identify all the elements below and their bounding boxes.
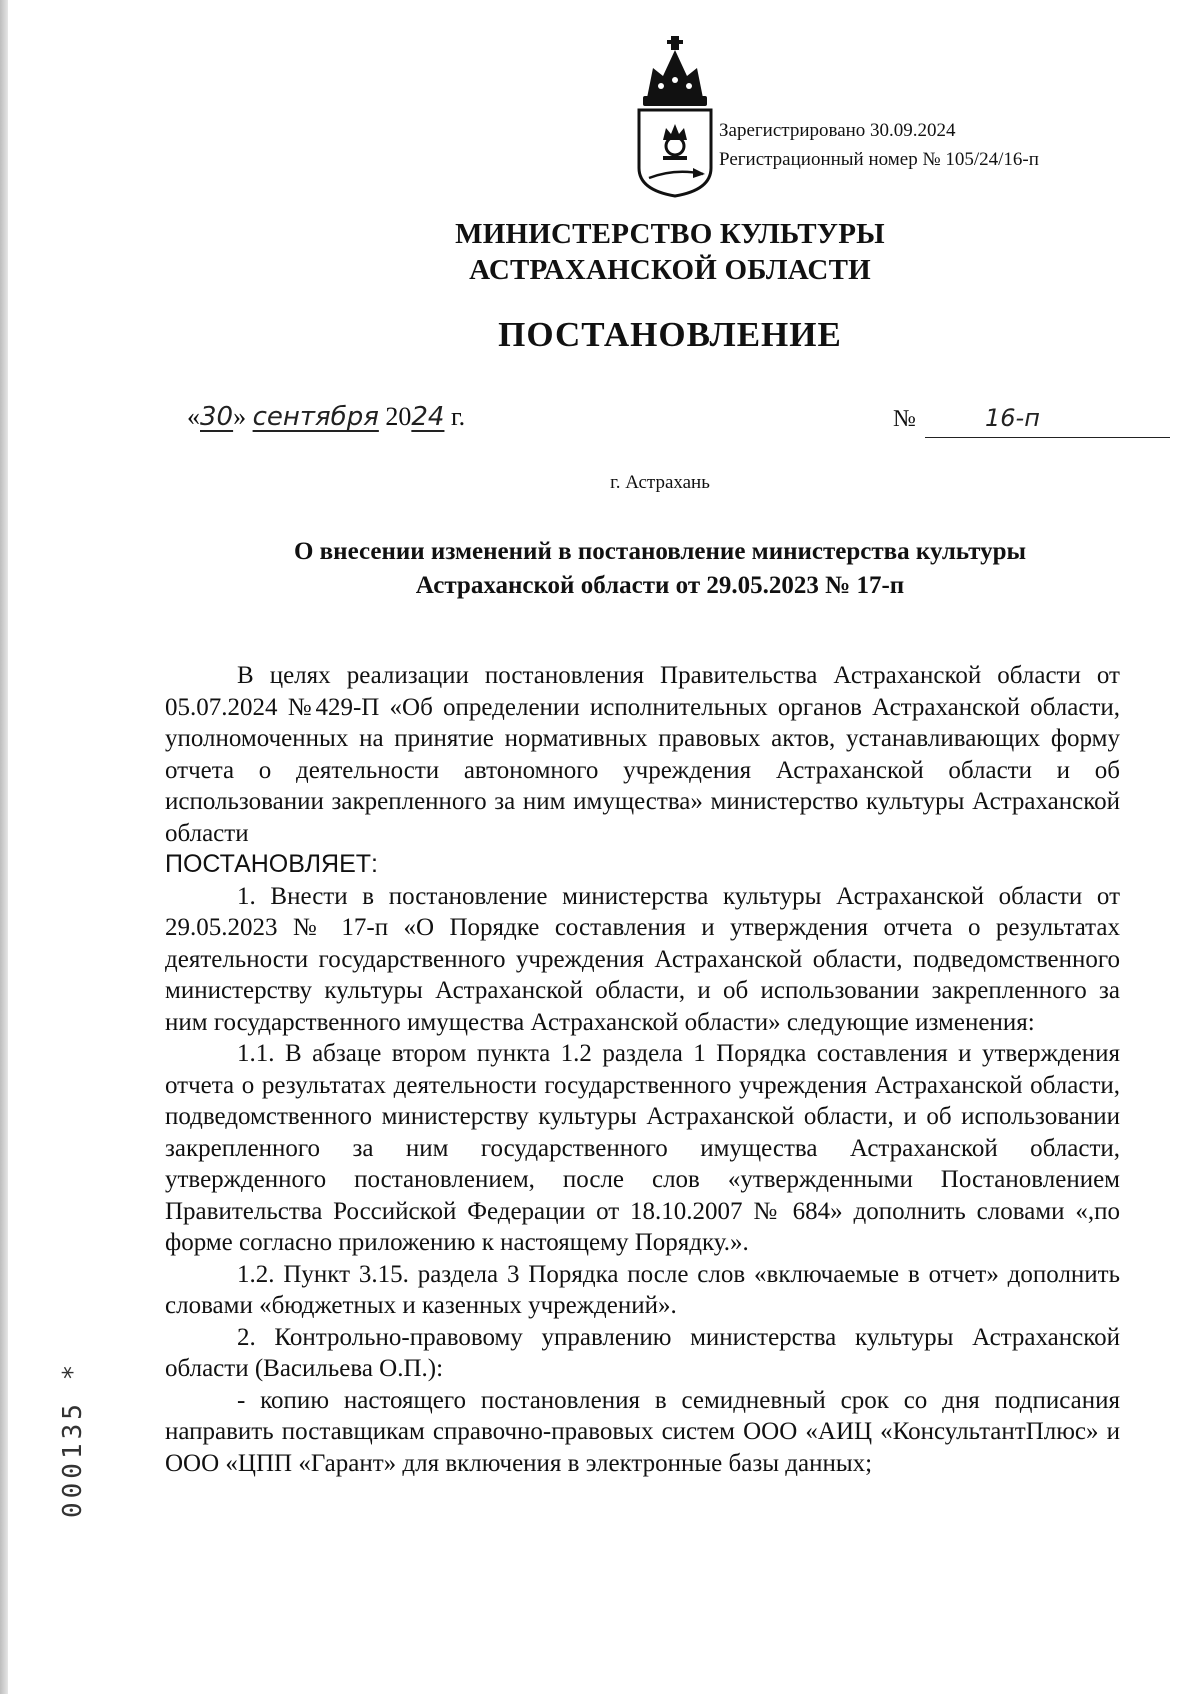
ministry-line-1: МИНИСТЕРСТВО КУЛЬТУРЫ [455,218,885,250]
registration-number: Регистрационный номер № 105/24/16-п [719,149,1039,170]
side-serial-text: 000135 * [58,1360,88,1518]
scan-edge [0,0,8,1694]
date-day: 30 [200,402,234,432]
ministry-line-2: АСТРАХАНСКОЙ ОБЛАСТИ [469,254,871,286]
date-year-suffix: 24 [411,402,445,432]
document-body [165,660,1120,1479]
paragraph-item-2-dash: - копию настоящего постановления в семидневный срок со дня подписания направить поставщикам справочно-правовых систем ООО «АИЦ «КонсультантПлюс» и ООО «ЦПП «Гарант» для включения в электронные базы данных; [165,1386,1120,1477]
registration-block [719,116,1039,174]
date-close-quote: » [233,402,247,431]
ministry-heading [330,216,1010,288]
side-serial-stamp [50,1330,90,1530]
paragraph-item-2: 2. Контрольно-правовому управлению министерства культуры Астраханской области (Васильева О.П.): [165,1323,1120,1382]
number-label: № [893,406,916,432]
date-year-prefix: 20 [385,402,412,431]
date-year-mark: г. [450,402,466,431]
document-type-title: ПОСТАНОВЛЕНИЕ [498,315,842,354]
paragraph-item-1-1: 1.1. В абзаце втором пункта 1.2 раздела 1 Порядка составления и утверждения отчета о результатах деятельности государственного учреждения Астраханской области, подведомственного министерству культуры Астраханской области, и об использовании закрепленного за ним государственного имущества Астраханской области, утвержденного постановлением, после слов «утвержденными Постановлением Правительства Российской Федерации от 18.10.2007 № 684» дополнить словами «,по форме согласно приложению к настоящему Порядку.». [165,1040,1120,1256]
subject-heading [200,535,1120,603]
number-underline [925,437,1170,438]
registration-date: Зарегистрировано 30.09.2024 [719,120,956,141]
paragraph-item-1: 1. Внести в постановление министерства культуры Астраханской области от 29.05.2023 № 17-п «О Порядке составления и утверждения отчета о результатах деятельности государственного учреждения Астраханской области, подведомственного министерству культуры Астраханской области, и об использовании закрепленного за ним государственного имущества Астраханской области» следующие изменения: [165,882,1120,1036]
coat-of-arms-emblem [633,28,717,198]
document-date [187,402,465,432]
subject-line-2: Астраханской области от 29.05.2023 № 17-п [415,572,905,599]
document-number: 16-п [985,404,1040,432]
date-month: сентября [252,402,379,432]
city-line: г. Астрахань [610,472,710,493]
subject-line-1: О внесении изменений в постановление министерства культуры [293,538,1027,565]
paragraph-preamble: В целях реализации постановления Правительства Астраханской области от 05.07.2024 №429-П «Об определении исполнительных органов Астраханской области, уполномоченных на принятие нормативных правовых актов, устанавливающих форму отчета о деятельности автономного учреждения Астраханской области и об использовании закрепленного за ним имущества» министерство культуры Астраханской области [165,662,1120,847]
paragraph-resolves: ПОСТАНОВЛЯЕТ: [165,850,379,878]
date-open-quote: « [187,402,200,431]
paragraph-item-1-2: 1.2. Пункт 3.15. раздела 3 Порядка после слов «включаемые в отчет» дополнить словами «бюджетных и казенных учреждений». [165,1260,1120,1319]
